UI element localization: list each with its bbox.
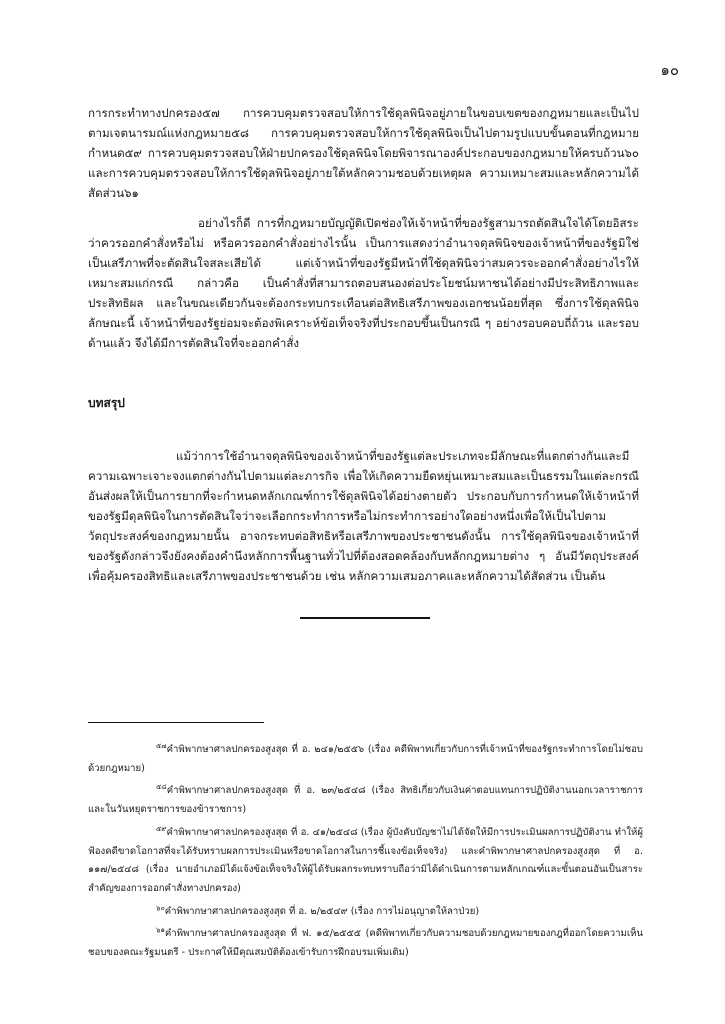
footnote-mark: ๖๑ xyxy=(156,926,165,935)
section-heading-conclusion: บทสรุป xyxy=(88,396,125,410)
footnote-mark: ๕๗ xyxy=(156,742,167,750)
footnote-text: คำพิพากษาศาลปกครองสูงสุด ที่ ฟ. ๑๕/๒๕๕๕ (คดีพิพาทเกี่ยวกับความชอบด้วยกฎหมายของกฎที่ออกโดยความเห็นชอบของคณะรัฐมนตรี - ประกาศให้มีคุณสมบัติต้องเข้ารับการฝึกอบรมเพิ่มเติม) xyxy=(88,928,643,959)
page-number: ๑๐ xyxy=(660,61,679,79)
paragraph-discretion: อย่างไรก็ดี การที่กฎหมายบัญญัติเปิดช่องให้เจ้าหน้าที่ของรัฐสามารถตัดสินใจได้โดยอิสระว่าควรออกคำสั่งหรือไม่ หรือควรออกคำสั่งอย่างไรนั้น เป็นการแสดงว่าอำนาจดุลพินิจของเจ้าหน้าที่ของรัฐมิใช่เป็นเสรีภาพที่จะตัดสินใจสละเสียได้ แต่เจ้าหน้าที่ของรัฐมีหน้าที่ใช้ดุลพินิจว่าสมควรจะออกคำสั่งอย่างไรให้เหมาะสมแก่กรณี กล่าวคือ เป็นคำสั่งที่สามารถตอบสนองต่อประโยชน์มหาชนได้อย่างมีประสิทธิภาพและประสิทธิผล และในขณะเดียวกันจะต้องกระทบกระเทือนต่อสิทธิเสรีภาพของเอกชนน้อยที่สุด ซึ่งการใช้ดุลพินิจลักษณะนี้ เจ้าหน้าที่ของรัฐย่อมจะต้องพิเคราะห์ข้อเท็จจริงที่ประกอบขึ้นเป็นกรณี ๆ อย่างรอบคอบถี่ถ้วน และรอบด้านแล้ว จึงได้มีการตัดสินใจที่จะออกคำสั่ง xyxy=(88,215,639,350)
footnote-60 xyxy=(88,899,643,922)
section-divider xyxy=(300,617,430,619)
footnote-59 xyxy=(88,820,643,899)
footnote-text: คำพิพากษาศาลปกครองสูงสุด ที่ อ. ๒๔๑/๒๕๕๖ (เรื่อง คดีพิพาทเกี่ยวกับการที่เจ้าหน้าที่ของรัฐกระทำการโดยไม่ชอบด้วยกฎหมาย) xyxy=(88,744,643,774)
footnote-57 xyxy=(88,737,643,778)
footnote-mark: ๕๘ xyxy=(156,783,167,792)
footnote-mark: ๕๙ xyxy=(156,824,167,833)
footnotes xyxy=(88,737,643,963)
footnote-text: คำพิพากษาศาลปกครองสูงสุด ที่ อ. ๒๓/๒๕๔๘ (เรื่อง สิทธิเกี่ยวกับเงินค่าตอบแทนการปฏิบัติงานนอกเวลาราชการและในวันหยุดราชการของข้าราชการ) xyxy=(88,785,643,816)
footnote-58 xyxy=(88,778,643,819)
footnote-61 xyxy=(88,921,643,962)
footnote-text: คำพิพากษาศาลปกครองสูงสุด ที่ อ. ๒/๒๕๔๙ (เรื่อง การไม่อนุญาตให้ลาป่วย) xyxy=(164,905,480,917)
footnote-separator xyxy=(88,722,264,723)
paragraph-continuation: การกระทำทางปกครอง๕๗ การควบคุมตรวจสอบให้การใช้ดุลพินิจอยู่ภายในขอบเขตของกฎหมายและเป็นไปตามเจตนารมณ์แห่งกฎหมาย๕๘ การควบคุมตรวจสอบให้การใช้ดุลพินิจเป็นไปตามรูปแบบขั้นตอนที่กฎหมายกำหนด๕๙ การควบคุมตรวจสอบให้ฝ่ายปกครองใช้ดุลพินิจโดยพิจารณาองค์ประกอบของกฎหมายให้ครบถ้วน๖๐ และการควบคุมตรวจสอบให้การใช้ดุลพินิจอยู่ภายใต้หลักความชอบด้วยเหตุผล ความเหมาะสมและหลักความได้สัดส่วน๖๑ xyxy=(88,105,639,200)
footnote-mark: ๖๐ xyxy=(156,903,165,912)
paragraph-conclusion: แม้ว่าการใช้อำนาจดุลพินิจของเจ้าหน้าที่ของรัฐแต่ละประเภทจะมีลักษณะที่แตกต่างกันและมีความเฉพาะเจาะจงแตกต่างกันไปตามแต่ละภารกิจ เพื่อให้เกิดความยืดหยุ่นเหมาะสมและเป็นธรรมในแต่ละกรณี อันส่งผลให้เป็นการยากที่จะกำหนดหลักเกณฑ์การใช้ดุลพินิจได้อย่างตายตัว ประกอบกับการกำหนดให้เจ้าหน้าที่ของรัฐมีดุลพินิจในการตัดสินใจว่าจะเลือกกระทำการหรือไม่กระทำการอย่างใดอย่างหนึ่งเพื่อให้เป็นไปตามวัตถุประสงค์ของกฎหมายนั้น อาจกระทบต่อสิทธิหรือเสรีภาพของประชาชนดังนั้น การใช้ดุลพินิจของเจ้าหน้าที่ของรัฐดังกล่าวจึงยังคงต้องคำนึงหลักการพื้นฐานทั่วไปที่ต้องสอดคล้องกับหลักกฎหมายต่าง ๆ อันมีวัตถุประสงค์เพื่อคุ้มครองสิทธิและเสรีภาพของประชาชนด้วย เช่น หลักความเสมอภาคและหลักความได้สัดส่วน เป็นต้น xyxy=(88,448,639,583)
footnote-text: คำพิพากษาศาลปกครองสูงสุด ที่ อ. ๔๑/๒๕๔๘ (เรื่อง ผู้บังคับบัญชาไม่ได้จัดให้มีการประเมินผลการปฏิบัติงาน ทำให้ผู้ฟ้องคดีขาดโอกาสที่จะได้รับทราบผลการประเมินหรือขาดโอกาสในการชี้แจงข้อเท็จจริง) และคำพิพากษาศาลปกครองสูงสุด ที่ อ. ๑๑๗/๒๕๔๘ (เรื่อง นายอำเภอมิได้แจ้งข้อเท็จจริงให้ผู้ได้รับผลกระทบทราบถือว่ามิได้ดำเนินการตามหลักเกณฑ์และขั้นตอนอันเป็นสาระสำคัญของการออกคำสั่งทางปกครอง) xyxy=(88,826,643,894)
